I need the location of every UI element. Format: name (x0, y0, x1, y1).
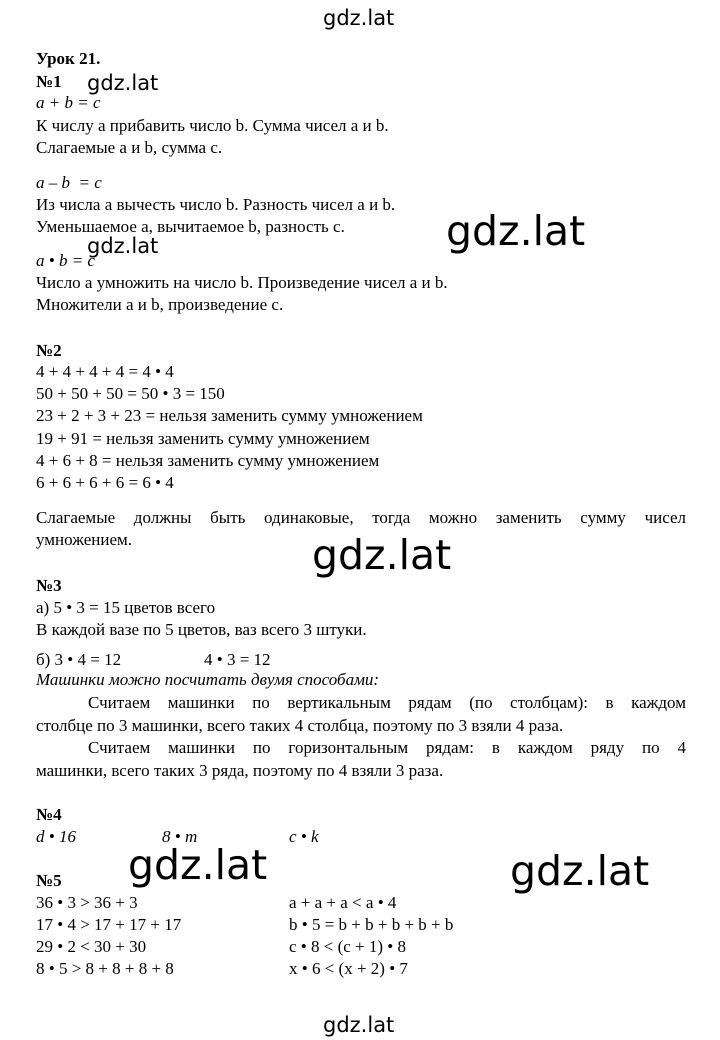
sum-terms: Слагаемые a и b, сумма c. (36, 138, 223, 157)
watermark: gdz.lat (446, 207, 586, 255)
comparison-right: x • 6 < (x + 2) • 7 (289, 959, 408, 978)
method-horizontal-line: Считаем машинки по горизонтальным рядам: в каждом ряду по 4 (88, 738, 686, 757)
part-b-equation: б) 3 • 4 = 12 (36, 650, 122, 669)
equation-line: 23 + 2 + 3 + 23 = нельзя заменить сумму умножением (36, 406, 423, 425)
difference-description: Из числа a вычесть число b. Разность чисел a и b. (36, 195, 396, 214)
method-vertical-line: Считаем машинки по вертикальным рядам (по столбцам): в каждом (88, 693, 686, 712)
difference-terms: Уменьшаемое a, вычитаемое b, разность c. (36, 217, 345, 236)
difference-formula: a – b = c (36, 173, 102, 192)
conclusion-line: умножением. (36, 530, 133, 549)
product-formula: a • b = c (36, 251, 95, 270)
comparison-left: 29 • 2 < 30 + 30 (36, 937, 147, 956)
watermark-top: gdz.lat (323, 6, 395, 30)
part-b-note: Машинки можно посчитать двумя способами: (36, 670, 380, 689)
exercise-1-number: №1 (36, 72, 62, 91)
sum-description: К числу a прибавить число b. Сумма чисел a и b. (36, 116, 389, 135)
sum-formula: a + b = c (36, 93, 101, 112)
part-a-equation: а) 5 • 3 = 15 цветов всего (36, 598, 216, 617)
comparison-left: 36 • 3 > 36 + 3 (36, 893, 138, 912)
equation-line: 50 + 50 + 50 = 50 • 3 = 150 (36, 384, 225, 403)
exercise-4-number: №4 (36, 805, 62, 824)
lesson-title: Урок 21. (36, 49, 101, 68)
comparison-right: a + a + a < a • 4 (289, 893, 397, 912)
expression: c • k (289, 827, 319, 846)
watermark-bottom: gdz.lat (323, 1013, 395, 1037)
exercise-3-number: №3 (36, 576, 62, 595)
product-terms: Множители a и b, произведение c. (36, 295, 284, 314)
equation-line: 4 + 6 + 8 = нельзя заменить сумму умножением (36, 451, 380, 470)
method-horizontal-line: машинки, всего таких 3 ряда, поэтому по 4 взяли 3 раза. (36, 761, 444, 780)
comparison-right: c • 8 < (c + 1) • 8 (289, 937, 406, 956)
equation-line: 19 + 91 = нельзя заменить сумму умножением (36, 429, 370, 448)
conclusion-line: Слагаемые должны быть одинаковые, тогда можно заменить сумму чисел (36, 508, 686, 527)
watermark: gdz.lat (128, 841, 268, 889)
equation-line: 6 + 6 + 6 + 6 = 6 • 4 (36, 473, 174, 492)
comparison-left: 8 • 5 > 8 + 8 + 8 + 8 (36, 959, 174, 978)
part-a-explanation: В каждой вазе по 5 цветов, ваз всего 3 штуки. (36, 620, 367, 639)
expression: d • 16 (36, 827, 76, 846)
watermark: gdz.lat (312, 531, 452, 579)
product-description: Число a умножить на число b. Произведение чисел a и b. (36, 273, 448, 292)
equation-line: 4 + 4 + 4 + 4 = 4 • 4 (36, 362, 174, 381)
method-vertical-line: столбце по 3 машинки, всего таких 4 столбца, поэтому по 3 взяли 4 раза. (36, 716, 564, 735)
comparison-left: 17 • 4 > 17 + 17 + 17 (36, 915, 182, 934)
exercise-2-number: №2 (36, 341, 62, 360)
comparison-right: b • 5 = b + b + b + b + b (289, 915, 454, 934)
watermark: gdz.lat (87, 234, 159, 258)
exercise-5-number: №5 (36, 871, 62, 890)
watermark: gdz.lat (87, 71, 159, 95)
expression: 8 • m (162, 827, 198, 846)
part-b-equation-alt: 4 • 3 = 12 (204, 650, 271, 669)
watermark: gdz.lat (510, 847, 650, 895)
